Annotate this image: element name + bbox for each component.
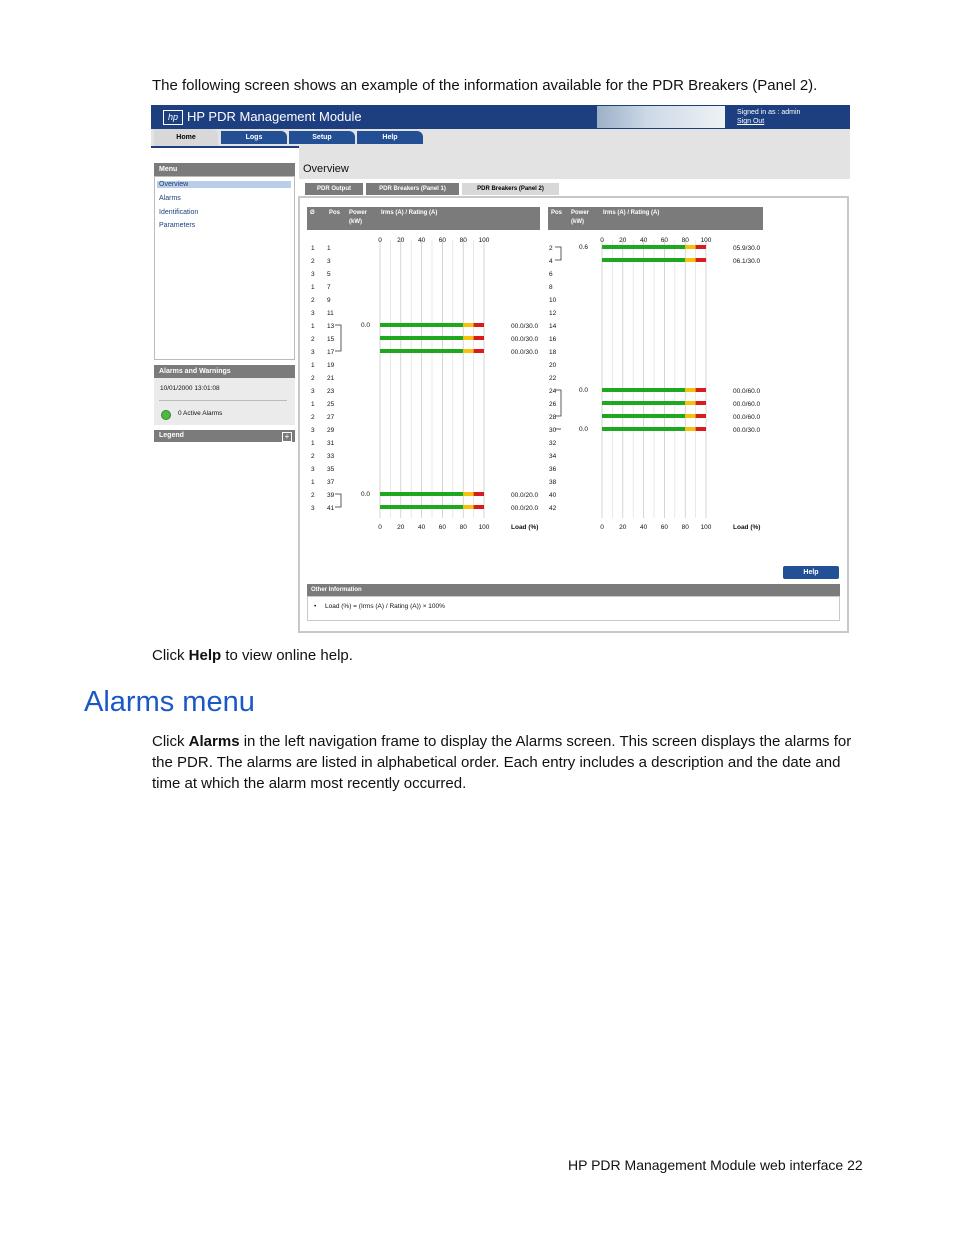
page-title: Overview xyxy=(303,163,349,175)
pos-label-right: 28 xyxy=(549,414,557,421)
col-irms: Irms (A) / Rating (A) xyxy=(381,210,438,216)
tab-logs[interactable]: Logs xyxy=(221,131,287,144)
body-line-2: the PDR. The alarms are listed in alphabetical order. Each entry includes a description and the date and xyxy=(152,754,841,771)
pos-label: 29 xyxy=(327,427,335,434)
pos-label-right: 20 xyxy=(549,362,557,369)
pos-label: 39 xyxy=(327,492,335,499)
pos-label: 9 xyxy=(327,297,331,304)
phase-label: 2 xyxy=(311,375,315,382)
load-bar-yellow xyxy=(685,401,695,405)
load-bar-red xyxy=(474,323,484,327)
col-power-right: Power (kW) xyxy=(571,210,590,225)
breaker-reading: 00.0/60.0 xyxy=(733,401,761,408)
pos-label-right: 40 xyxy=(549,492,557,499)
breaker-reading: 00.0/30.0 xyxy=(511,336,539,343)
phase-label: 1 xyxy=(311,401,315,408)
menu-item-alarms[interactable]: Alarms xyxy=(159,195,181,202)
pos-label: 31 xyxy=(327,440,335,447)
left-tick-top: 40 xyxy=(417,237,426,244)
left-tick-top: 80 xyxy=(459,237,467,244)
load-bar-green xyxy=(380,505,463,509)
phase-label: 1 xyxy=(311,440,315,447)
breaker-reading: 06.1/30.0 xyxy=(733,258,761,265)
phase-label: 3 xyxy=(311,271,315,278)
legend-header[interactable]: Legend xyxy=(154,430,295,442)
pos-label: 7 xyxy=(327,284,331,291)
app-title: HP PDR Management Module xyxy=(187,109,362,124)
pos-label: 5 xyxy=(327,271,331,278)
pos-label: 37 xyxy=(327,479,335,486)
help-button[interactable]: Help xyxy=(783,566,839,579)
phase-label: 2 xyxy=(311,492,315,499)
pos-label-right: 30 xyxy=(549,427,557,434)
hp-logo-icon: hp xyxy=(163,110,183,125)
right-tick-bottom: 0 xyxy=(600,524,604,531)
alarms-warnings-header: Alarms and Warnings xyxy=(154,365,295,378)
subtab-panel-2[interactable]: PDR Breakers (Panel 2) xyxy=(462,183,559,195)
pos-label: 17 xyxy=(327,349,335,356)
pos-label-right: 4 xyxy=(549,258,553,265)
phase-label: 3 xyxy=(311,349,315,356)
breaker-reading: 00.0/30.0 xyxy=(511,323,539,330)
pos-label: 11 xyxy=(327,310,334,317)
pos-label: 35 xyxy=(327,466,335,473)
phase-label: 2 xyxy=(311,336,315,343)
active-alarms-count: 0 Active Alarms xyxy=(178,410,223,417)
load-bar-green xyxy=(380,323,463,327)
pos-label-right: 14 xyxy=(549,323,557,330)
caption-post: to view online help. xyxy=(221,647,353,664)
load-bar-yellow xyxy=(685,388,695,392)
left-tick-bottom: 20 xyxy=(397,524,405,531)
pos-label: 33 xyxy=(327,453,335,460)
phase-label: 2 xyxy=(311,258,315,265)
left-tick-top: 100 xyxy=(478,237,490,244)
breaker-power: 0.6 xyxy=(579,244,589,251)
pos-label-right: 38 xyxy=(549,479,557,486)
caption-pre: Click xyxy=(152,647,189,664)
pos-label-right: 32 xyxy=(549,440,557,447)
left-tick-bottom: 80 xyxy=(459,524,467,531)
pos-label: 19 xyxy=(327,362,335,369)
pos-label-right: 34 xyxy=(549,453,557,460)
load-bar-yellow xyxy=(463,492,473,496)
page-footer: HP PDR Management Module web interface 22 xyxy=(568,1157,863,1173)
breaker-reading: 00.0/60.0 xyxy=(733,414,761,421)
tab-home[interactable]: Home xyxy=(154,129,218,146)
load-bar-red xyxy=(696,427,706,431)
left-tick-bottom: 100 xyxy=(478,524,490,531)
body-line-1-text: in the left navigation frame to display the Alarms screen. This screen displays the alarms for xyxy=(239,733,852,750)
tab-help[interactable]: Help xyxy=(357,131,423,144)
left-tick-top: 0 xyxy=(378,237,382,244)
load-bar-red xyxy=(696,401,706,405)
pos-label: 27 xyxy=(327,414,335,421)
body-line-3: time at which the alarm most recently occurred. xyxy=(152,775,467,792)
load-bar-red xyxy=(696,388,706,392)
subtab-pdr-output[interactable]: PDR Output xyxy=(305,183,363,195)
right-load-label: Load (%) xyxy=(733,524,761,531)
breaker-reading: 00.0/20.0 xyxy=(511,492,539,499)
pos-label-right: 10 xyxy=(549,297,557,304)
load-bar-green xyxy=(602,414,685,418)
alarm-timestamp: 10/01/2000 13:01:08 xyxy=(160,385,220,392)
pos-label-right: 16 xyxy=(549,336,557,343)
phase-label: 3 xyxy=(311,466,315,473)
body-pre: Click xyxy=(152,733,189,750)
pos-label-right: 22 xyxy=(549,375,557,382)
body-line-1 xyxy=(152,731,872,752)
pos-label: 13 xyxy=(327,323,335,330)
load-bar-green xyxy=(602,401,685,405)
pos-label: 1 xyxy=(327,245,331,252)
load-bar-green xyxy=(602,427,685,431)
right-tick-top: 40 xyxy=(639,237,648,244)
col-pos: Pos xyxy=(329,210,341,216)
phase-label: 1 xyxy=(311,479,315,486)
menu-item-identification[interactable]: Identification xyxy=(159,209,199,216)
load-formula: Load (%) = (Irms (A) / Rating (A)) × 100% xyxy=(325,603,445,610)
left-tick-top: 20 xyxy=(397,237,405,244)
right-tick-top: 0 xyxy=(600,237,604,244)
right-tick-bottom: 80 xyxy=(681,524,689,531)
phase-label: 1 xyxy=(311,323,315,330)
right-tick-bottom: 20 xyxy=(619,524,627,531)
pos-label: 21 xyxy=(327,375,335,382)
body-bold: Alarms xyxy=(188,733,240,750)
bullet-icon: • xyxy=(314,603,317,610)
phase-label: 3 xyxy=(311,310,315,317)
left-tick-bottom: 40 xyxy=(417,524,426,531)
pos-label-right: 26 xyxy=(549,401,557,408)
menu-header: Menu xyxy=(154,163,295,176)
phase-label: 3 xyxy=(311,388,315,395)
load-bar-yellow xyxy=(685,414,695,418)
load-bar-green xyxy=(602,388,685,392)
pos-label-right: 24 xyxy=(549,388,557,395)
load-bar-yellow xyxy=(463,505,473,509)
left-tick-bottom: 60 xyxy=(438,524,447,531)
load-bar-red xyxy=(474,492,484,496)
embedded-screenshot xyxy=(151,105,850,634)
pos-label-right: 12 xyxy=(549,310,557,317)
pos-label-right: 8 xyxy=(549,284,553,291)
breaker-grid xyxy=(151,105,850,634)
load-bar-red xyxy=(696,245,706,249)
right-tick-top: 20 xyxy=(619,237,627,244)
subtab-panel-1[interactable]: PDR Breakers (Panel 1) xyxy=(366,183,459,195)
col-pos-right: Pos xyxy=(551,210,563,216)
right-tick-bottom: 40 xyxy=(639,524,648,531)
col-power: Power (kW) xyxy=(349,210,368,225)
section-heading: Alarms menu xyxy=(84,686,255,718)
other-info-header: Other Information xyxy=(307,584,840,596)
right-tick-top: 60 xyxy=(660,237,669,244)
pos-label: 25 xyxy=(327,401,335,408)
signed-in-label: Signed in as : admin xyxy=(737,109,801,116)
pos-label: 3 xyxy=(327,258,331,265)
breaker-power: 0.0 xyxy=(579,426,589,433)
load-bar-red xyxy=(474,336,484,340)
phase-label: 2 xyxy=(311,453,315,460)
col-irms-right: Irms (A) / Rating (A) xyxy=(603,210,660,216)
sign-out-link[interactable]: Sign Out xyxy=(737,118,765,125)
pos-label: 41 xyxy=(327,505,335,512)
phase-label: 3 xyxy=(311,427,315,434)
load-bar-red xyxy=(696,258,706,262)
breaker-reading: 00.0/30.0 xyxy=(511,349,539,356)
breaker-reading: 05.9/30.0 xyxy=(733,245,761,252)
load-bar-green xyxy=(602,245,685,249)
pos-label-right: 6 xyxy=(549,271,553,278)
load-bar-red xyxy=(696,414,706,418)
load-bar-red xyxy=(474,505,484,509)
load-bar-yellow xyxy=(685,427,695,431)
load-bar-green xyxy=(380,349,463,353)
load-bar-yellow xyxy=(463,323,473,327)
left-load-label: Load (%) xyxy=(511,524,539,531)
breaker-bracket xyxy=(335,325,341,351)
phase-label: 3 xyxy=(311,505,315,512)
breaker-bracket xyxy=(335,494,341,507)
phase-label: 2 xyxy=(311,297,315,304)
phase-label: 2 xyxy=(311,414,315,421)
breaker-reading: 00.0/30.0 xyxy=(733,427,761,434)
caption-bold: Help xyxy=(188,647,222,664)
load-bar-green xyxy=(602,258,685,262)
pos-label-right: 2 xyxy=(549,245,553,252)
left-tick-bottom: 0 xyxy=(378,524,382,531)
right-tick-top: 80 xyxy=(681,237,689,244)
breaker-power: 0.0 xyxy=(361,491,371,498)
pos-label: 15 xyxy=(327,336,335,343)
pos-label-right: 36 xyxy=(549,466,557,473)
breaker-reading: 00.0/20.0 xyxy=(511,505,539,512)
load-bar-green xyxy=(380,336,463,340)
tab-setup[interactable]: Setup xyxy=(289,131,355,144)
load-bar-yellow xyxy=(463,349,473,353)
breaker-bracket xyxy=(555,247,561,260)
menu-item-overview[interactable]: Overview xyxy=(157,181,291,188)
right-tick-bottom: 100 xyxy=(700,524,712,531)
col-phase: Ø xyxy=(310,210,315,216)
left-tick-top: 60 xyxy=(438,237,447,244)
right-tick-top: 100 xyxy=(700,237,712,244)
pos-label-right: 18 xyxy=(549,349,557,356)
phase-label: 1 xyxy=(311,284,315,291)
load-bar-yellow xyxy=(685,258,695,262)
intro-text: The following screen shows an example of the information available for the PDR Breakers (Panel 2). xyxy=(152,77,818,94)
breaker-power: 0.0 xyxy=(579,387,589,394)
body-paragraph xyxy=(152,731,872,794)
phase-label: 1 xyxy=(311,362,315,369)
breaker-reading: 00.0/60.0 xyxy=(733,388,761,395)
load-bar-yellow xyxy=(463,336,473,340)
caption-text xyxy=(152,645,353,666)
breaker-power: 0.0 xyxy=(361,322,371,329)
expand-icon[interactable]: + xyxy=(282,432,292,442)
right-tick-bottom: 60 xyxy=(660,524,669,531)
phase-label: 1 xyxy=(311,245,315,252)
menu-item-parameters[interactable]: Parameters xyxy=(159,222,196,229)
load-bar-red xyxy=(474,349,484,353)
pos-label-right: 42 xyxy=(549,505,557,512)
load-bar-green xyxy=(380,492,463,496)
pos-label: 23 xyxy=(327,388,335,395)
load-bar-yellow xyxy=(685,245,695,249)
